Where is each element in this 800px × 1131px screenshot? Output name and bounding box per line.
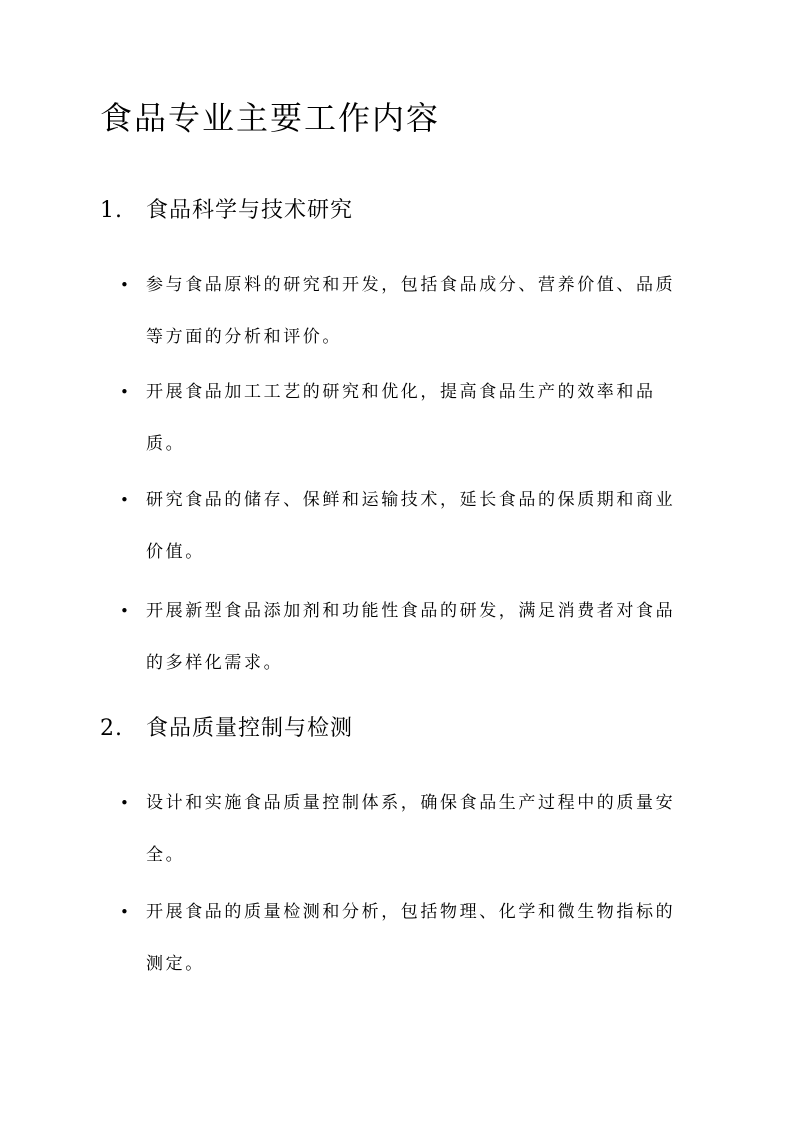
bullet-icon: • xyxy=(120,903,132,921)
list-item xyxy=(120,259,690,363)
section-number: 2. xyxy=(100,716,123,741)
bullet-icon: • xyxy=(120,276,132,294)
bullet-icon: • xyxy=(120,491,132,509)
bullet-icon: • xyxy=(120,794,132,812)
section-title: 食品质量控制与检测 xyxy=(146,716,354,741)
list-item xyxy=(120,474,690,578)
section-heading-1 xyxy=(100,194,353,228)
list-item-text: 开展食品加工工艺的研究和优化，提高食品生产的效率和品质。 xyxy=(146,382,656,454)
section-heading-2 xyxy=(100,712,353,746)
list-item-text: 设计和实施食品质量控制体系，确保食品生产过程中的质量安全。 xyxy=(146,793,676,865)
section-number: 1. xyxy=(100,198,123,223)
list-item xyxy=(120,585,690,689)
list-item xyxy=(120,777,690,881)
list-item-text: 研究食品的储存、保鲜和运输技术，延长食品的保质期和商业价值。 xyxy=(146,490,676,562)
bullet-icon: • xyxy=(120,602,132,620)
list-item-text: 参与食品原料的研究和开发，包括食品成分、营养价值、品质等方面的分析和评价。 xyxy=(146,275,676,347)
list-item-text: 开展新型食品添加剂和功能性食品的研发，满足消费者对食品的多样化需求。 xyxy=(146,601,676,673)
list-item xyxy=(120,366,690,470)
section-title: 食品科学与技术研究 xyxy=(146,198,354,223)
list-item-text: 开展食品的质量检测和分析，包括物理、化学和微生物指标的测定。 xyxy=(146,902,676,974)
list-item xyxy=(120,886,690,990)
document-title: 食品专业主要工作内容 xyxy=(100,99,441,137)
bullet-icon: • xyxy=(120,383,132,401)
